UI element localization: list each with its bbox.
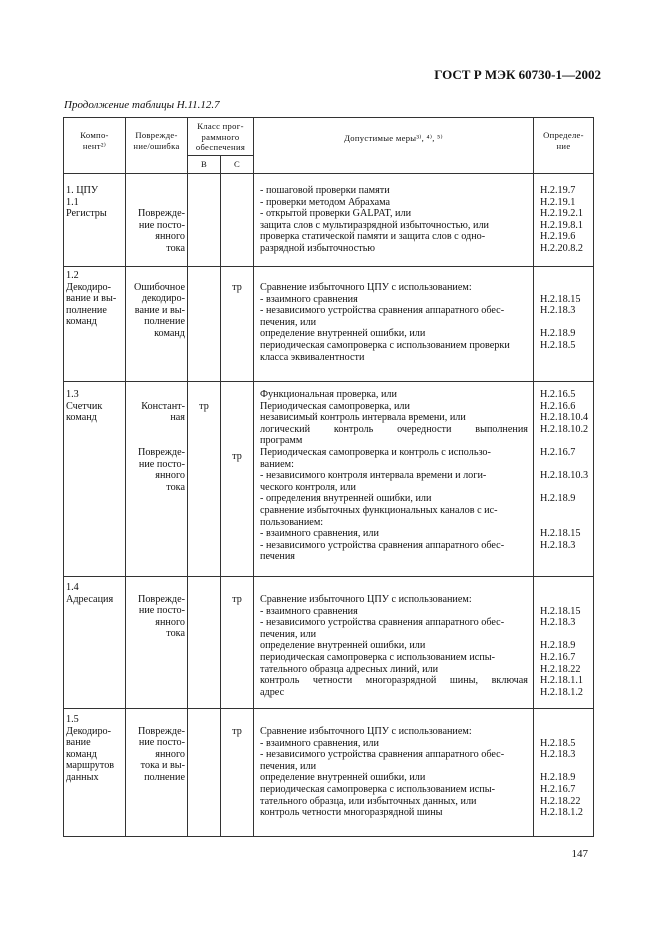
- row2-measures: Сравнение избыточного ЦПУ с использованием: - взаимного сравнения - независимого устройства сравнения аппаратного обес- печения, или определение внутренней ошибки, или периодическая самопроверка с использованием проверки класса эквивалентности: [260, 282, 510, 363]
- header-fault: Поврежде- ние/ошибка: [133, 130, 180, 151]
- header-component: Компо- нент²⁾: [80, 130, 109, 151]
- row5-definitions: Н.2.18.5 Н.2.18.3 Н.2.18.9 Н.2.16.7 Н.2.18.22 Н.2.18.1.2: [540, 737, 584, 819]
- row4-definitions: Н.2.18.15 Н.2.18.3 Н.2.18.9 Н.2.16.7 Н.2.18.22 Н.2.18.1.1 Н.2.18.1.2: [540, 605, 584, 698]
- row2-definitions: Н.2.18.15 Н.2.18.3 Н.2.18.9 Н.2.18.5: [540, 293, 581, 351]
- table-continuation-caption: Продолжение таблицы Н.11.12.7: [64, 99, 220, 111]
- page-number: 147: [571, 848, 588, 860]
- row1-measures: - пошаговой проверки памяти - проверки методом Абрахама - открытой проверки GALPAT, или защита слов с мультиразрядной избыточностью, или проверка статической памяти и защита слов с одно- разрядной избыточностью: [260, 185, 489, 254]
- row-divider-3: [63, 576, 594, 577]
- row4-component: 1.4 Адресация: [66, 582, 114, 605]
- row-divider-2: [63, 381, 594, 382]
- col-line-6: [593, 117, 594, 837]
- row3-measures: Функциональная проверка, или Периодическая самопроверка, или независимый контроль интервала времени, или логический контроль очередности выполнения программ Периодическая самопроверка и контроль с использо- ванием: - независимого контроля интервала времени и логи- ческого контроля, или - определения внутренней ошибки, или сравнение избыточных функциональных каналов с ис- пользованием: - взаимного сравнения, или - независимого устройства сравнения аппаратного обес- печения: [260, 389, 528, 563]
- row5-class-c: тр: [232, 726, 242, 737]
- header-class: Класс прог- раммного обеспечения: [195, 121, 246, 152]
- row3-component: 1.3 Счетчик команд: [66, 389, 103, 424]
- col-line-5: [533, 117, 534, 837]
- row3-fault: Констант- ная Поврежде- ние посто- янного тока: [137, 400, 185, 493]
- row5-fault: Поврежде- ние посто- янного тока и вы- полнение: [137, 725, 185, 783]
- header-measures: Допустимые меры³⁾, ⁴⁾, ⁵⁾: [344, 133, 443, 143]
- header-class-c: C: [233, 159, 241, 169]
- row2-fault: Ошибочное декодиро- вание и вы- полнение команд: [134, 281, 185, 339]
- row5-measures: Сравнение избыточного ЦПУ с использованием: - взаимного сравнения, или - независимого устройства сравнения аппаратного обес- печения, или определение внутренней ошибки, или периодическая самопроверка с использованием испы- тательного образца, или избыточных данных, или контроль четности многоразрядной шины: [260, 726, 505, 819]
- col-line-2: [187, 117, 188, 837]
- row4-fault: Поврежде- ние посто- янного тока: [137, 593, 185, 640]
- col-line-1: [125, 117, 126, 837]
- header-class-b: B: [200, 159, 208, 169]
- row3-class-b: тр: [199, 401, 209, 412]
- table-border-bottom: [63, 836, 594, 837]
- row4-class-c: тр: [232, 594, 242, 605]
- row3-class-c: тр: [232, 451, 242, 462]
- row1-fault: Поврежде- ние посто- янного тока: [137, 208, 185, 254]
- header-definition: Определе- ние: [543, 130, 584, 151]
- table-border-top: [63, 117, 594, 118]
- row1-definitions: Н.2.19.7 Н.2.19.1 Н.2.19.2.1 Н.2.19.8.1 Н.2.19.6 Н.2.20.8.2: [540, 185, 584, 254]
- row2-class-c: тр: [232, 282, 242, 293]
- row3-definitions: Н.2.16.5 Н.2.16.6 Н.2.18.10.4 Н.2.18.10.2 Н.2.16.7 Н.2.18.10.3 Н.2.18.9 Н.2.18.15 Н.2.18.3: [540, 389, 589, 551]
- row1-component: 1. ЦПУ 1.1 Регистры: [66, 185, 107, 220]
- document-id: ГОСТ Р МЭК 60730-1—2002: [434, 67, 601, 82]
- row5-component: 1.5 Декодиро- вание команд маршрутов данных: [66, 714, 115, 783]
- row-divider-4: [63, 708, 594, 709]
- header-bottom: [63, 173, 594, 174]
- row2-component: 1.2 Декодиро- вание и вы- полнение команд: [66, 270, 117, 328]
- row4-measures: Сравнение избыточного ЦПУ с использованием: - взаимного сравнения - независимого устройства сравнения аппаратного обес- печения, или определение внутренней ошибки, или периодическая самопроверка с использованием испы- тательного образца адресных линий, или контроль четности многоразрядной шины, включая адрес: [260, 594, 528, 698]
- col-line-0: [63, 117, 64, 837]
- col-line-4: [253, 117, 254, 837]
- row-divider-1: [63, 266, 594, 267]
